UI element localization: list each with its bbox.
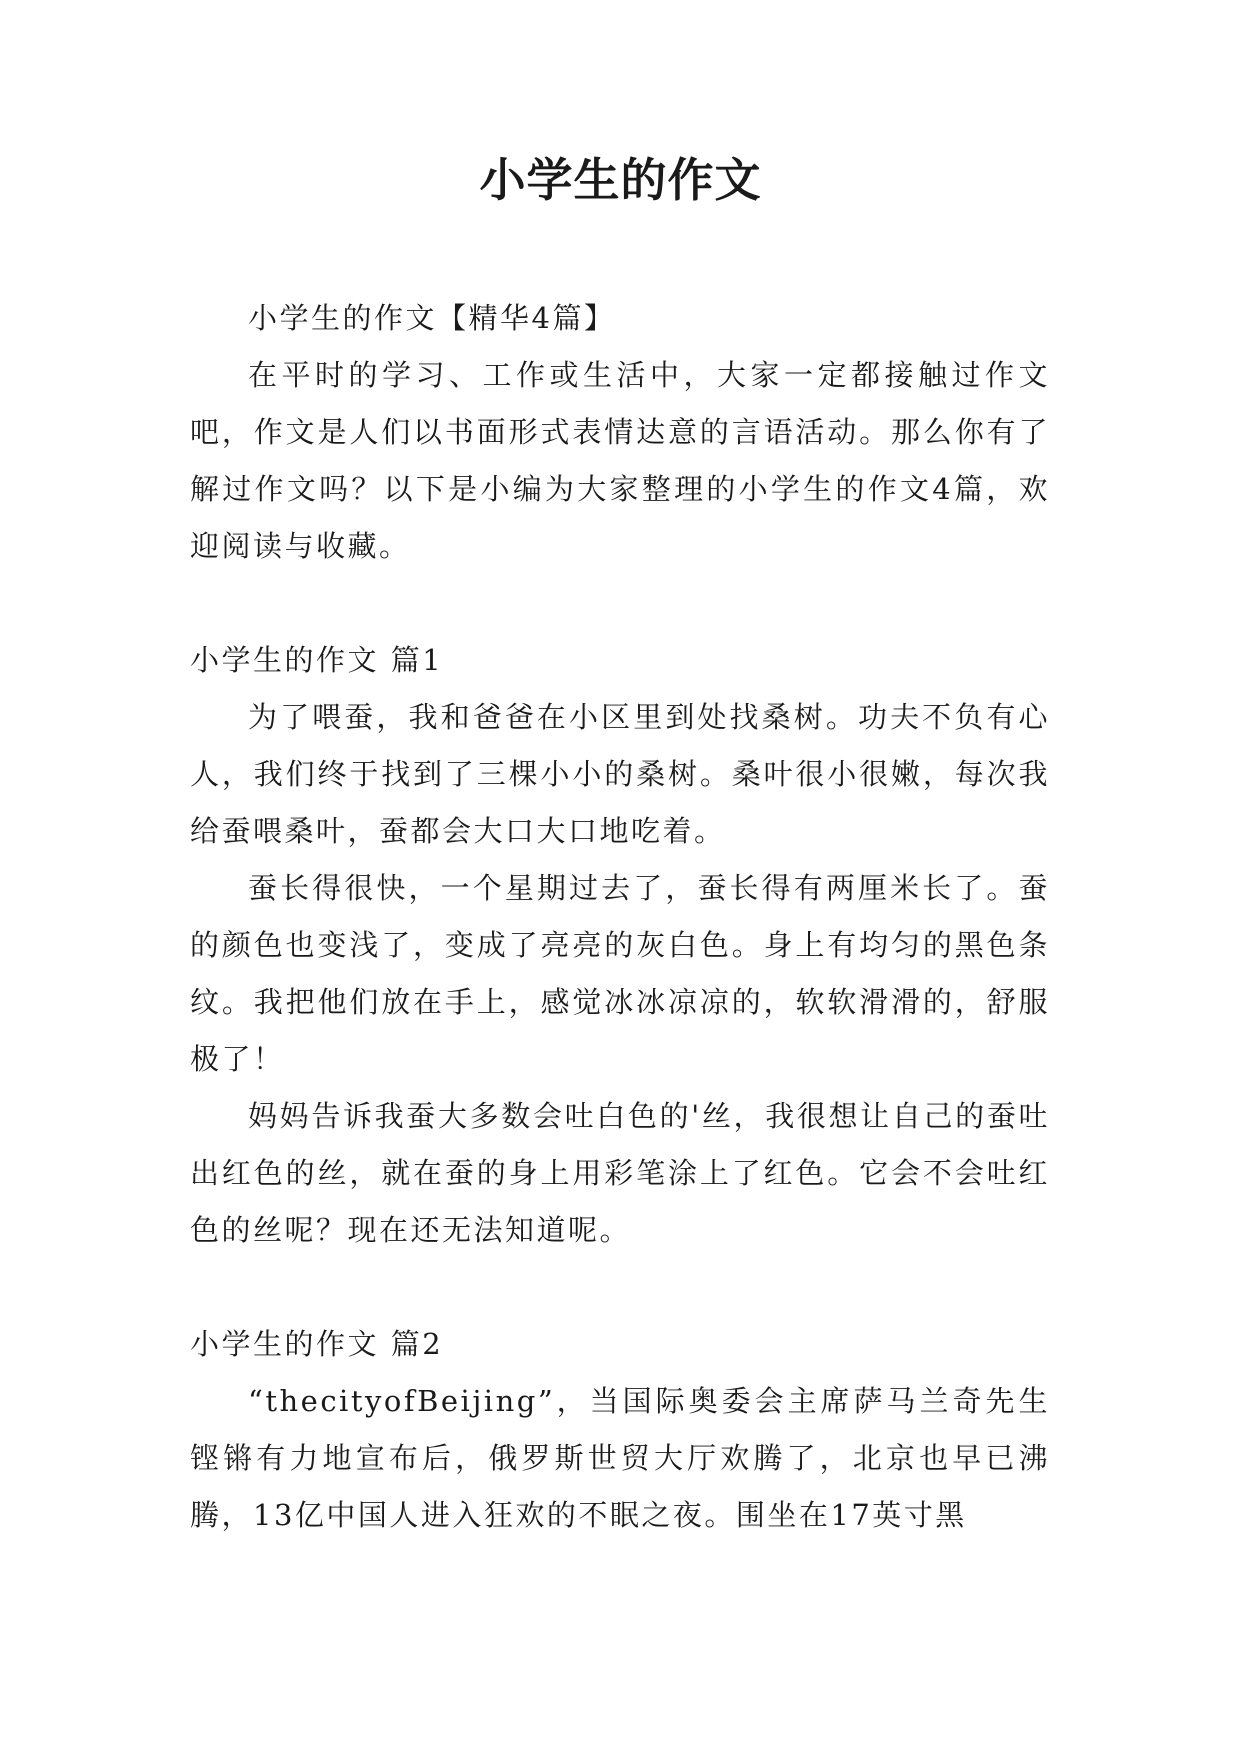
- section-2-heading: 小学生的作文 篇2: [190, 1327, 444, 1361]
- section-1-paragraph-2: 蚕长得很快，一个星期过去了，蚕长得有两厘米长了。蚕的颜色也变浅了，变成了亮亮的灰白色。身上有均匀的黑色条纹。我把他们放在手上，感觉冰冰凉凉的，软软滑滑的，舒服极了！: [190, 871, 1050, 1076]
- section-2-paragraph-1: “thecityofBeijing”，当国际奥委会主席萨马兰奇先生铿锵有力地宣布后，俄罗斯世贸大厅欢腾了，北京也早已沸腾，13亿中国人进入狂欢的不眠之夜。围坐在17英寸黑: [190, 1384, 1050, 1532]
- intro-paragraph: 在平时的学习、工作或生活中，大家一定都接触过作文吧，作文是人们以书面形式表情达意的言语活动。那么你有了解过作文吗？以下是小编为大家整理的小学生的作文4篇，欢迎阅读与收藏。: [190, 358, 1050, 563]
- document-body: [190, 290, 1050, 1544]
- section-1-paragraph-1: 为了喂蚕，我和爸爸在小区里到处找桑树。功夫不负有心人，我们终于找到了三棵小小的桑树。桑叶很小很嫩，每次我给蚕喂桑叶，蚕都会大口大口地吃着。: [190, 700, 1050, 848]
- document-title: 小学生的作文: [479, 153, 762, 207]
- section-1-paragraph-3: 妈妈告诉我蚕大多数会吐白色的'丝，我很想让自己的蚕吐出红色的丝，就在蚕的身上用彩笔涂上了红色。它会不会吐红色的丝呢？现在还无法知道呢。: [190, 1099, 1050, 1247]
- section-1-heading: 小学生的作文 篇1: [190, 643, 444, 677]
- intro-heading: 小学生的作文【精华4篇】: [248, 301, 616, 335]
- section-spacer: [190, 575, 1050, 632]
- section-spacer: [190, 1259, 1050, 1316]
